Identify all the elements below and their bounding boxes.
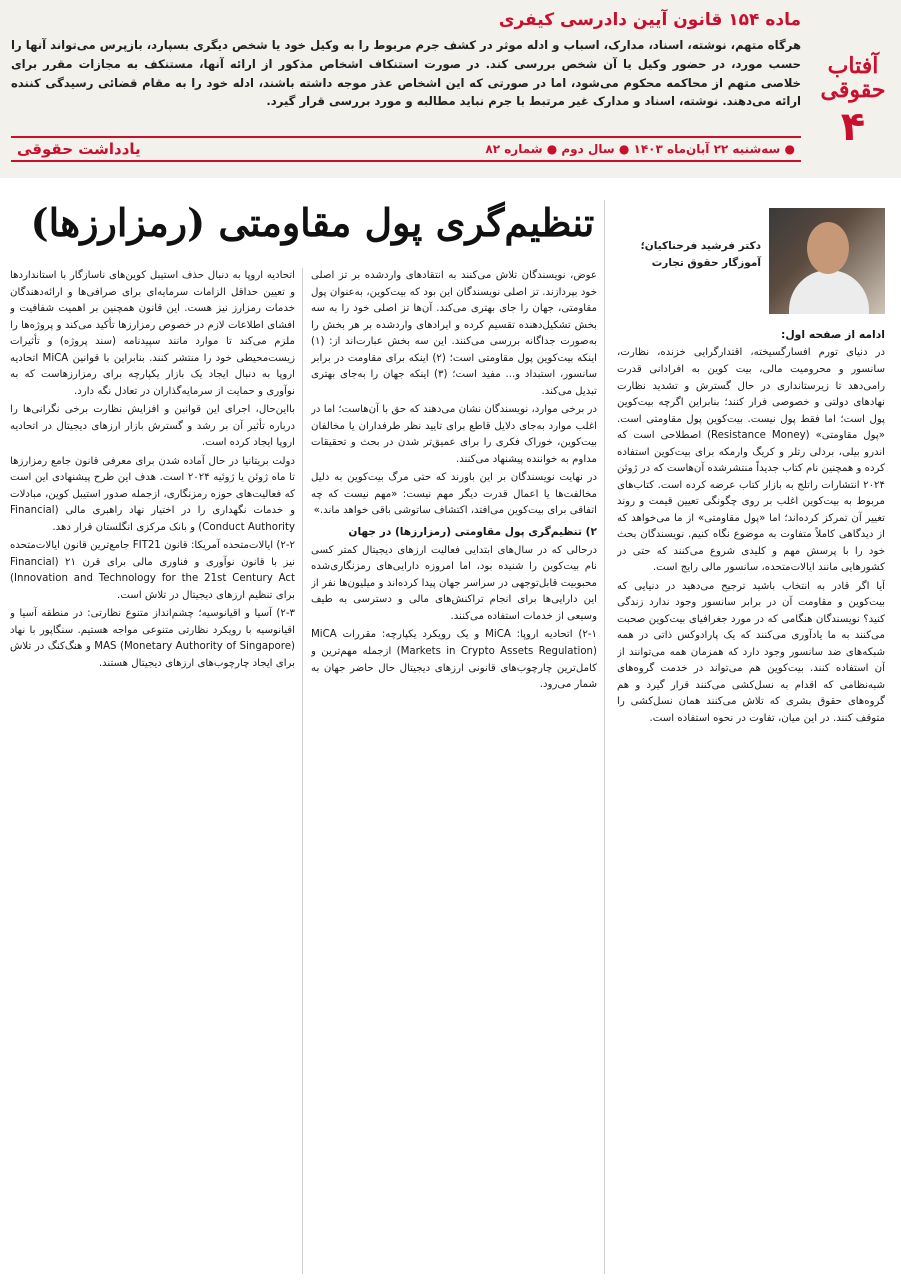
paragraph: عوض، نویسندگان تلاش می‌کنند به انتقادهای واردشده بر تز اصلی خود بپردازند. تز اصلی نویسندگان این بود که بیت‌کوین، به‌عنوان پول مقاومتی، جهان را جای بهتری می‌کند. آن‌ها تز اصلی خود را به سه بخش تشکیل‌دهنده تقسیم کرده و ایرادهای واردشده بر هر بخش را به‌صورت جداگانه بررسی می‌کنند. این سه بخش عبارت‌اند از: (۱) اینکه بیت‌کوین پول مقاومتی است؛ (۲) اینکه برای مقاومت در برابر سانسور، استبداد و... مفید است؛ (۳) اینکه جهان را به‌جای بهتری تبدیل می‌کند. [311, 270, 597, 397]
author-photo [769, 208, 885, 314]
paragraph: در نهایت نویسندگان بر این باورند که حتی مرگ بیت‌کوین به دلیل مخالفت‌ها یا اعمال قدرت دیگر مهم نیست: «مهم نیست که چه اتفاقی برای بیت‌کوین می‌افتد، اکتشاف ساتوشی باقی خواهد ماند.» [311, 472, 597, 517]
issue-date: ● سه‌شنبه ۲۲ آبان‌ماه ۱۴۰۳ ● سال دوم ● شماره ۸۲ [485, 142, 795, 156]
section-label: یادداشت حقوقی [17, 140, 141, 158]
paragraph: بااین‌حال، اجرای این قوانین و افزایش نظارت برخی نگرانی‌ها را درباره تأثیر آن بر رشد و گسترش بازار ارزهای دیجیتال در اتحادیه اروپا ایجاد کرده است. [10, 404, 295, 449]
brand-name: آفتاب حقوقی [820, 53, 886, 104]
subheading: ۲) تنظیم‌گری پول مقاومتی (رمزارزها) در جهان [348, 525, 597, 538]
page-number: ۴ [840, 104, 866, 151]
law-title: ماده ۱۵۴ قانون آیین دادرسی کیفری [498, 10, 801, 30]
paragraph: ۲-۳) آسیا و اقیانوسیه؛ چشم‌انداز متنوع نظارتی: در منطقه آسیا و اقیانوسیه با رویکرد نظارتی متنوعی مواجه هستیم. سنگاپور با نهاد (Monetary Authority of Singapore) MAS و هنگ‌کنگ در تلاش برای ایجاد چارچوب‌های ارزهای دیجیتال هستند. [10, 608, 295, 669]
column-divider [604, 200, 605, 1274]
paragraph: در دنیای تورم افسارگسیخته، اقتدارگرایی خزنده، نظارت، سانسور و محرومیت مالی، بیت کوین به افرادانی قدرت رامی‌دهد تا زیرستانداری در حال گسترش و تشدید نظارت نهادهای دولتی و خصوصی فرار کنند؛ بنابراین اگرچه بیت‌کوین پول است؛ اما فقط پول نیست. بیت‌کوین پول مقاومتی است. «پول مقاومتی» (Resistance Money) اصطلاحی است که اندرو بیلی، بردلی رتلر و کریگ وارمکه برای بیت‌کوین استفاده کرده و همچنین نام کتاب جدیداً منتشرشده آن‌هاست که در ژوئن ۲۰۲۴ انتشارات راتلج به بازار کتاب عرضه کرده است. کتاب‌های مربوط به بیت‌کوین اغلب بر روی چگونگی تعیین قیمت و روند تغییر آن تمرکز کرده‌اند؛ اما «پول مقاومتی» از ما می‌خواهد که از دیدگاهی کاملاً متفاوت به موضوع نگاه کنیم. نویسندگان بحث خود را با پرسش مهم و کلیدی شروع می‌کنند که حتی در کشورهایی مانند ایالات‌متحده، سانسور مالی رایج است. [617, 347, 885, 574]
author-name: دکتر فرشید فرحناکیان؛ [640, 240, 761, 252]
article-headline: تنظیم‌گری پول مقاومتی (رمزارزها) [30, 200, 595, 245]
continued-label: ادامه از صفحه اول: [781, 328, 885, 341]
paragraph: آیا اگر قادر به انتخاب باشید ترجیح می‌دهید در دنیایی که بیت‌کوین و مقاومت آن در برابر سانسور وجود ندارد زندگی کنید؟ نویسندگان هنگامی که در مورد جغرافیای بیت‌کوین صحبت می‌کنند به ما یادآوری می‌کنند که یک پارادوکس ذاتی در همه شبکه‌های ضد سانسور وجود دارد که همزمان همه می‌توانند از آن استفاده کنند. بیت‌کوین هم می‌تواند در خدمت گروه‌های شبه‌نظامی که اقدام به نسل‌کشی می‌کنند قرار گیرد و هم گروه‌های حقوق بشری که تلاش می‌کنند همان نسل‌کشی را متوقف کنند. در این میان، تفاوت در نحوه استفاده است. [617, 580, 885, 724]
law-quote-box [11, 10, 801, 111]
paragraph: درحالی که در سال‌های ابتدایی فعالیت ارزهای دیجیتال کمتر کسی نام بیت‌کوین را شنیده بود، اما امروزه دارایی‌های رمزنگاری‌شده محبوبیت قابل‌توجهی در سراسر جهان پیدا کرده‌اند و میلیون‌ها نفر از این دارایی‌ها برای انجام تراکنش‌های مالی و دسترسی به طیف وسیعی از خدمات استفاده می‌کنند. [311, 544, 597, 622]
article-column-middle [311, 268, 597, 1274]
newspaper-logo [813, 12, 893, 162]
author-role: آموزگار حقوق تجارت [651, 256, 761, 269]
paragraph: ۲-۲) ایالات‌متحده آمریکا: قانون FIT21 جامع‌ترین قانون ایالات‌متحده نیز با قانون نوآوری و فناوری مالی برای قرن ۲۱ (Financial Innovation and Technology for the 21st Century Act) برای تنظیم ارزهای دیجیتال در تلاش است. [10, 540, 295, 601]
paragraph: در برخی موارد، نویسندگان نشان می‌دهند که حق با آن‌هاست؛ اما در اغلب موارد به‌جای دلایل قاطع برای تایید نظر طرفداران یا مخالفان بیت‌کوین، خوراک فکری را برای عمیق‌تر شدن در بحث و تحقیقات مداوم به خواننده پیشنهاد می‌کنند. [311, 404, 597, 465]
author-byline [621, 238, 761, 272]
issue-info-bar [11, 136, 801, 162]
column-divider [302, 268, 303, 1274]
law-text: هرگاه متهم، نوشته، اسناد، مدارک، اسباب و ادله موثر در کشف جرم مربوط را به وکیل خود یا شخص دیگری بسپارد، بازپرس می‌تواند آنها را حسب مورد، در حضور وکیل یا آن شخص بررسی کند. در صورت استنکاف اشخاص مذکور از ارائه آنها، مستنکف به مجازات مقرر برای خلاصی متهم از محاکمه محکوم می‌شود، اما در صورتی که این اشخاص عذر موجه داشته باشند، ادله خود را به مقام قضائی رسیدگی کننده ارائه می‌دهند. نوشته، اسناد و مدارک غیر مرتبط با جرم نباید مطالبه و مورد بررسی قرار گیرد. [11, 38, 801, 109]
paragraph: دولت بریتانیا در حال آماده شدن برای معرفی قانون جامع رمزارزها تا ماه ژوئن یا ژوئیه ۲۰۲۴ است. هدف این طرح پیشنهادی این است که فعالیت‌های حوزه رمزنگاری، ازجمله صدور استیبل کوین، مبادلات و خدمات نگهداری را در اختیار نهاد راهبری مالی (Financial Conduct Authority) و بانک مرکزی انگلستان قرار دهد. [10, 455, 295, 533]
article-column-left [10, 268, 295, 1274]
masthead [0, 0, 901, 178]
author-block [617, 208, 885, 314]
article-column-right [617, 326, 885, 1274]
paragraph: ۲-۱) اتحادیه اروپا: MiCA و یک رویکرد یکپارچه: مقررات MiCA (Markets in Crypto Assets Regulation) ازجمله مهم‌ترین و کامل‌ترین چارچوب‌های قانونی ارزهای دیجیتال حال حاضر جهان به شمار می‌رود. [311, 629, 597, 691]
paragraph: اتحادیه اروپا به دنبال حذف استیبل کوین‌های ناسازگار با استانداردها و تعیین حداقل الزامات سرمایه‌ای برای صرافی‌ها و ارائه‌دهندگان خدمات رمزارز نیز هست. این قانون همچنین بر اهمیت شفافیت و افشای اطلاعات لازم در خصوص رمزارزها تأکید می‌کند و پروژه‌ها را ملزم می‌کند تا موارد مانند سپیدنامه (سند پروژه) و تأثیرات زیست‌محیطی خود را منتشر کنند. بنابراین با قوانین MiCA اتحادیه اروپا به دنبال ایجاد یک بازار یکپارچه برای رمزارزهاست که به نوآوری و حمایت از سرمایه‌گذاران در تعادل نگه دارد. [10, 270, 295, 397]
